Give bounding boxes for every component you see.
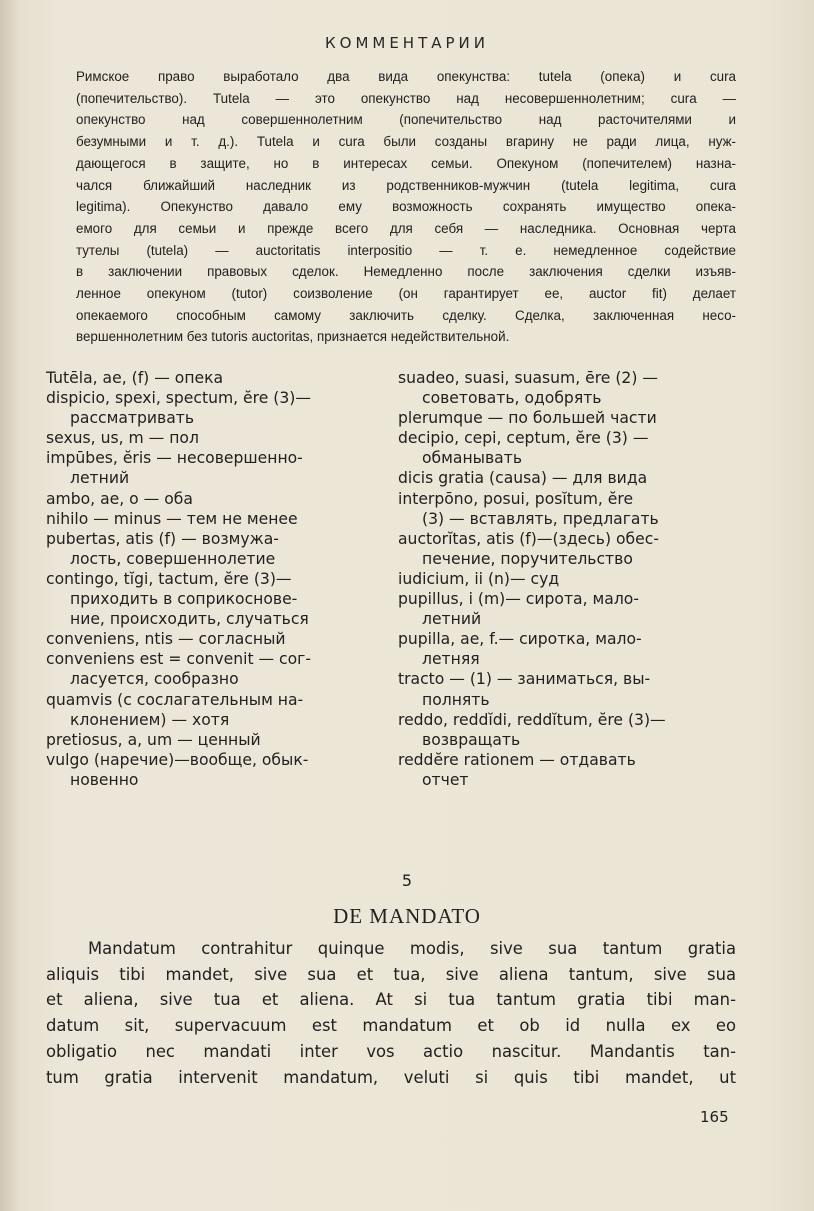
commentary-line: вершеннолетним без tutoris auctoritas, признается недействительной. [76, 329, 510, 345]
commentary-line: в заключении правовых сделок. Немедленно после заключения сделки изъяв- [76, 264, 736, 280]
glossary-entry-line: dicis gratia (causa) — для вида [398, 469, 648, 488]
body-line: obligatio nec mandati inter vos actio nascitur. Mandantis tan- [46, 1041, 736, 1061]
glossary-entry-line: приходить в соприкоснове- [70, 590, 298, 609]
glossary-entry-line: (3) — вставлять, предлагать [422, 509, 659, 528]
glossary-left-column [46, 368, 376, 790]
glossary-entry-line: печение, поручительство [422, 549, 633, 568]
glossary-entry-line: лость, совершеннолетие [70, 549, 276, 568]
glossary-entry-line: impūbes, ĕris — несовершенно- [46, 449, 303, 468]
glossary-entry-line: ambo, ae, o — оба [46, 489, 193, 508]
glossary-entry-line: reddo, reddĭdi, reddĭtum, ĕre (3)— [398, 710, 666, 729]
glossary-entry-line: советовать, одобрять [422, 389, 602, 408]
glossary-entry-line: vulgo (наречие)—вообще, обык- [46, 750, 309, 769]
commentary-line: дающегося в защите, но в интересах семьи. Опекуном (попечителем) назна- [76, 155, 736, 171]
glossary-entry-line: pupillus, i (m)— сирота, мало- [398, 590, 639, 609]
commentary-line: безумными и т. д.). Tutela и cura были созданы вгарину не ради лица, нуж- [76, 134, 736, 150]
section-number: 5 [401, 871, 413, 890]
glossary-entry-line: quamvis (с сослагательным на- [46, 690, 304, 709]
glossary-right-column [398, 368, 734, 790]
glossary-entry-line: pupilla, ae, f.— сиротка, мало- [398, 630, 642, 649]
commentary-line: ленное опекуном (tutor) соизволение (он гарантирует ее, auctor fit) делает [76, 286, 736, 302]
glossary-entry-line: conveniens, ntis — согласный [46, 630, 286, 649]
glossary-entry-line: nihilo — minus — тем не менее [46, 509, 298, 528]
body-line: datum sit, supervacuum est mandatum et ob id nulla ex eo [46, 1016, 736, 1036]
glossary-entry-line: новенно [70, 770, 139, 789]
glossary-entry-line: suadeo, suasi, suasum, ēre (2) — [398, 369, 658, 387]
commentary-line: опекунство над совершеннолетним (попечительство над расточителями и [76, 112, 736, 128]
glossary-entry-line: auctorĭtas, atis (f)—(здесь) обес- [398, 529, 659, 548]
body-line: et aliena, sive tua et aliena. At si tua tantum gratia tibi man- [46, 990, 736, 1010]
glossary-entry-line: клонением) — хотя [70, 710, 230, 729]
glossary-entry-line: conveniens est = convenit — сог- [46, 650, 311, 669]
glossary-entry-line: рассматривать [70, 409, 195, 428]
glossary-entry-line: отчет [422, 770, 469, 789]
commentary-line: (попечительство). Tutela — это опекунство над несовершеннолетним; cura — [76, 90, 736, 106]
commentary-line: legitima). Опекунство давало ему возможность сохранять имущество опека- [76, 199, 736, 215]
glossary-entry-line: iudicium, ii (n)— суд [398, 569, 560, 588]
glossary-entry-line: decipio, cepi, ceptum, ĕre (3) — [398, 429, 649, 448]
glossary-entry-line: dispicio, spexi, spectum, ĕre (3)— [46, 389, 311, 408]
glossary-entry-line: Tutēla, ae, (f) — опека [46, 369, 224, 387]
glossary-entry-line: ласуется, сообразно [70, 670, 239, 689]
glossary-entry-line: летний [422, 610, 482, 629]
commentary-line: чался ближайший наследник из родственников-мужчин (tutela legitima, cura [76, 177, 736, 193]
glossary-entry-line: ние, происходить, случаться [70, 610, 309, 629]
glossary-entry-line: tracto — (1) — заниматься, вы- [398, 670, 651, 689]
glossary-entry-line: reddĕre rationem — отдавать [398, 750, 636, 769]
glossary-entry-line: pretiosus, a, um — ценный [46, 730, 261, 749]
commentary-line: Римское право выработало два вида опекунства: tutela (опека) и cura [76, 69, 736, 84]
page-number: 165 [700, 1108, 729, 1126]
commentary-line: тутелы (tutela) — auctoritatis interpositio — т. е. немедленное содействие [76, 242, 736, 258]
glossary-entry-line: pubertas, atis (f) — возмужа- [46, 529, 279, 548]
body-line: aliquis tibi mandet, sive sua et tua, sive aliena tantum, sive sua [46, 964, 736, 984]
commentary-line: емого для семьи и прежде всего для себя — наследника. Основная черта [76, 220, 736, 236]
glossary-entry-line: летний [70, 469, 130, 488]
section-title: DE MANDATO [333, 904, 481, 928]
commentary-line: опекаемого способным самому заключить сделку. Сделка, заключенная несо- [76, 307, 736, 323]
commentary-paragraph [76, 66, 736, 348]
running-head: КОММЕНТАРИИ [324, 34, 489, 52]
body-line: tum gratia intervenit mandatum, veluti si quis tibi mandet, ut [46, 1067, 736, 1087]
glossary-entry-line: полнять [422, 690, 490, 709]
glossary-entry-line: sexus, us, m — пол [46, 429, 199, 448]
glossary-entry-line: летняя [422, 650, 480, 669]
glossary-entry-line: interpōno, posui, posĭtum, ĕre [398, 489, 634, 508]
glossary-entry-line: возвращать [422, 730, 521, 749]
glossary-entry-line: contingo, tĭgi, tactum, ĕre (3)— [46, 569, 292, 588]
body-paragraph [46, 936, 736, 1090]
glossary-entry-line: обманывать [422, 449, 523, 468]
glossary-entry-line: plerumque — по большей части [398, 409, 657, 428]
body-line: Mandatum contrahitur quinque modis, sive sua tantum gratia [88, 939, 736, 958]
